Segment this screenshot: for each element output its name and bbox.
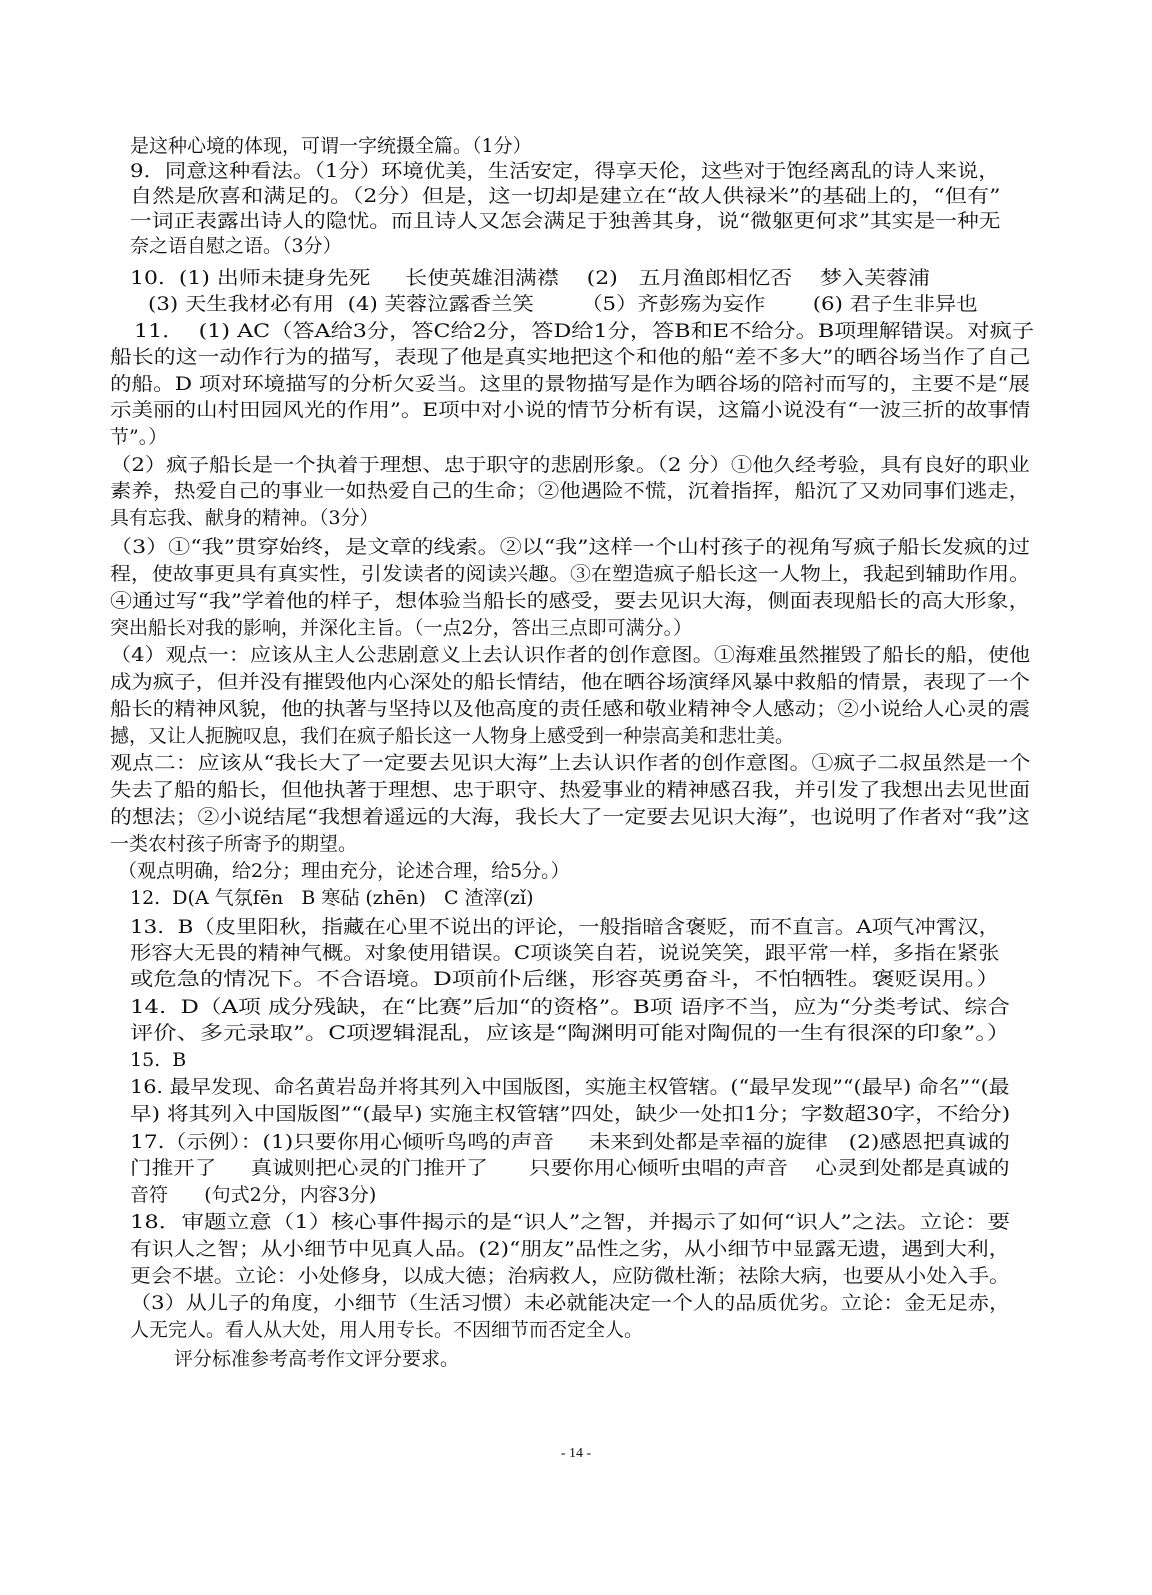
text-line: 突出船长对我的影响，并深化主旨。（一点2分，答出三点即可满分。） [110, 617, 693, 639]
text-line: 示美丽的山村田园风光的作用”。E项中对小说的情节分析有误，这篇小说没有“一波三折的故事情 [110, 399, 1031, 421]
text-line: 的船。D 项对环境描写的分析欠妥当。这里的景物描写是作为晒谷场的陪衬而写的，主要不是“展 [110, 373, 1030, 395]
text-line: 9．同意这种看法。（1分）环境优美，生活安定，得享天伦，这些对于饱经离乱的诗人来说， [130, 160, 1000, 182]
page-number: - 14 - [560, 1446, 592, 1461]
text-line: 观点二：应该从“我长大了一定要去见识大海”上去认识作者的创作意图。①疯子二叔虽然是一个 [110, 752, 1031, 774]
text-line: 失去了船的船长，但他执著于理想、忠于职守、热爱事业的精神感召我，并引发了我想出去见世面 [110, 779, 1031, 801]
text-line: 是这种心境的体现，可谓一字统摄全篇。（1分） [130, 135, 532, 157]
text-line: 12. D(A 气氛fēn B 寒砧 (zhēn) C 渣滓(zǐ) [130, 887, 534, 909]
text-line: 船长的这一动作行为的描写，表现了他是真实地把这个和他的船“差不多大”的晒谷场当作了自己 [110, 346, 1031, 368]
text-line: 素养，热爱自己的事业一如热爱自己的生命；②他遇险不慌，沉着指挥，船沉了又劝同事们逃走， [110, 480, 1031, 502]
text-line: 16. 最早发现、命名黄岩岛并将其列入中国版图，实施主权管辖。(“最早发现”“(最早) 命名”“(最 [130, 1076, 1010, 1098]
text-line: 17.（示例）：(1)只要你用心倾听鸟鸣的声音 未来到处都是幸福的旋律 (2)感恩把真诚的 [130, 1131, 1010, 1153]
text-line: （2）疯子船长是一个执着于理想、忠于职守的悲剧形象。（2 分）①他久经考验，具有良好的职业 [110, 454, 1030, 476]
text-line: (3) 天生我材必有用 (4) 芙蓉泣露香兰笑 （5）齐彭殇为妄作 (6) 君子生非异也 [148, 293, 978, 315]
text-line: 撼，又让人扼腕叹息，我们在疯子船长这一人物身上感受到一种崇高美和悲壮美。 [110, 725, 795, 747]
text-line: （3）从儿子的角度，小细节（生活习惯）未必就能决定一个人的品质优劣。立论：金无足赤， [130, 1292, 1011, 1314]
text-line: （3）①“我”贯穿始终，是文章的线索。②以“我”这样一个山村孩子的视角写疯子船长发疯的过 [110, 536, 1030, 558]
text-line: 门推开了 真诚则把心灵的门推开了 只要你用心倾听虫唱的声音 心灵到处都是真诚的 [130, 1157, 1010, 1179]
text-line: 评价、多元录取”。C项逻辑混乱，应该是“陶渊明可能对陶侃的一生有很深的印象”。） [130, 1022, 1011, 1044]
text-line: 程，使故事更具有真实性，引发读者的阅读兴趣。③在塑造疯子船长这一人物上，我起到辅助作用。 [110, 563, 1031, 585]
text-line: 更会不堪。立论：小处修身，以成大德；治病救人，应防微杜渐；祛除大病，也要从小处入手。 [130, 1265, 1011, 1287]
text-line: （观点明确，给2分；理由充分，论述合理，给5分。） [118, 860, 570, 882]
text-line: 奈之语自慰之语。（3分） [130, 235, 342, 257]
text-line: 一类农村孩子所寄予的期望。 [110, 833, 358, 855]
text-line: 一词正表露出诗人的隐忧。而且诗人又怎会满足于独善其身，说“微躯更何求”其实是一种无 [130, 210, 1001, 232]
text-line: 的想法；②小说结尾“我想着遥远的大海，我长大了一定要去见识大海”，也说明了作者对“我”这 [110, 806, 1030, 828]
text-line: 自然是欣喜和满足的。（2分）但是，这一切却是建立在“故人供禄米”的基础上的，“但有” [130, 185, 1001, 207]
text-line: 14. D（A项 成分残缺，在“比赛”后加“的资格”。B项 语序不当，应为“分类考试、综合 [130, 996, 1010, 1018]
text-line: 形容大无畏的精神气概。对象使用错误。C项谈笑自若，说说笑笑，跟平常一样，多指在紧张 [130, 942, 1000, 964]
text-line: 有识人之智；从小细节中见真人品。(2)“朋友”品性之劣，从小细节中显露无遗，遇到大利， [130, 1238, 1011, 1260]
text-line: 15. B [130, 1049, 187, 1071]
text-line: 人无完人。看人从大处，用人用专长。不因细节而否定全人。 [130, 1319, 644, 1341]
text-line: 13. B（皮里阳秋，指藏在心里不说出的评论，一般指暗含褒贬，而不直言。A项气冲霄汉， [130, 916, 1000, 938]
text-line: 音符 (句式2分，内容3分) [130, 1184, 377, 1206]
text-line: 11． (1) AC（答A给3分，答C给2分，答D给1分，答B和E不给分。B项理解错误。对疯子 [134, 320, 1035, 342]
text-line: 成为疯子，但并没有摧毁他内心深处的船长情结，他在晒谷场演绎风暴中救船的情景，表现了一个 [110, 671, 1031, 693]
text-line: 18．审题立意（1）核心事件揭示的是“识人”之智，并揭示了如何“识人”之法。立论：要 [130, 1211, 1011, 1233]
text-line: 评分标准参考高考作文评分要求。 [174, 1348, 460, 1370]
text-line: 船长的精神风貌，他的执著与坚持以及他高度的责任感和敬业精神令人感动；②小说给人心灵的震 [110, 698, 1031, 720]
text-line: ④通过写“我”学着他的样子，想体验当船长的感受，要去见识大海，侧面表现船长的高大形象， [110, 590, 1031, 612]
text-line: 节”。） [110, 426, 168, 448]
text-line: 早) 将其列入中国版图”“(最早) 实施主权管辖”四处，缺少一处扣1分；字数超30字，不给分) [130, 1103, 1011, 1125]
text-line: 10. (1) 出师未捷身先死 长使英雄泪满襟 (2) 五月渔郎相忆否 梦入芙蓉浦 [130, 267, 930, 289]
text-line: 或危急的情况下。不合语境。D项前仆后继，形容英勇奋斗，不怕牺牲。褒贬误用。） [130, 968, 1000, 990]
text-line: 具有忘我、献身的精神。（3分） [110, 507, 379, 529]
text-line: （4）观点一：应该从主人公悲剧意义上去认识作者的创作意图。①海难虽然摧毁了船长的船，使他 [110, 644, 1031, 666]
